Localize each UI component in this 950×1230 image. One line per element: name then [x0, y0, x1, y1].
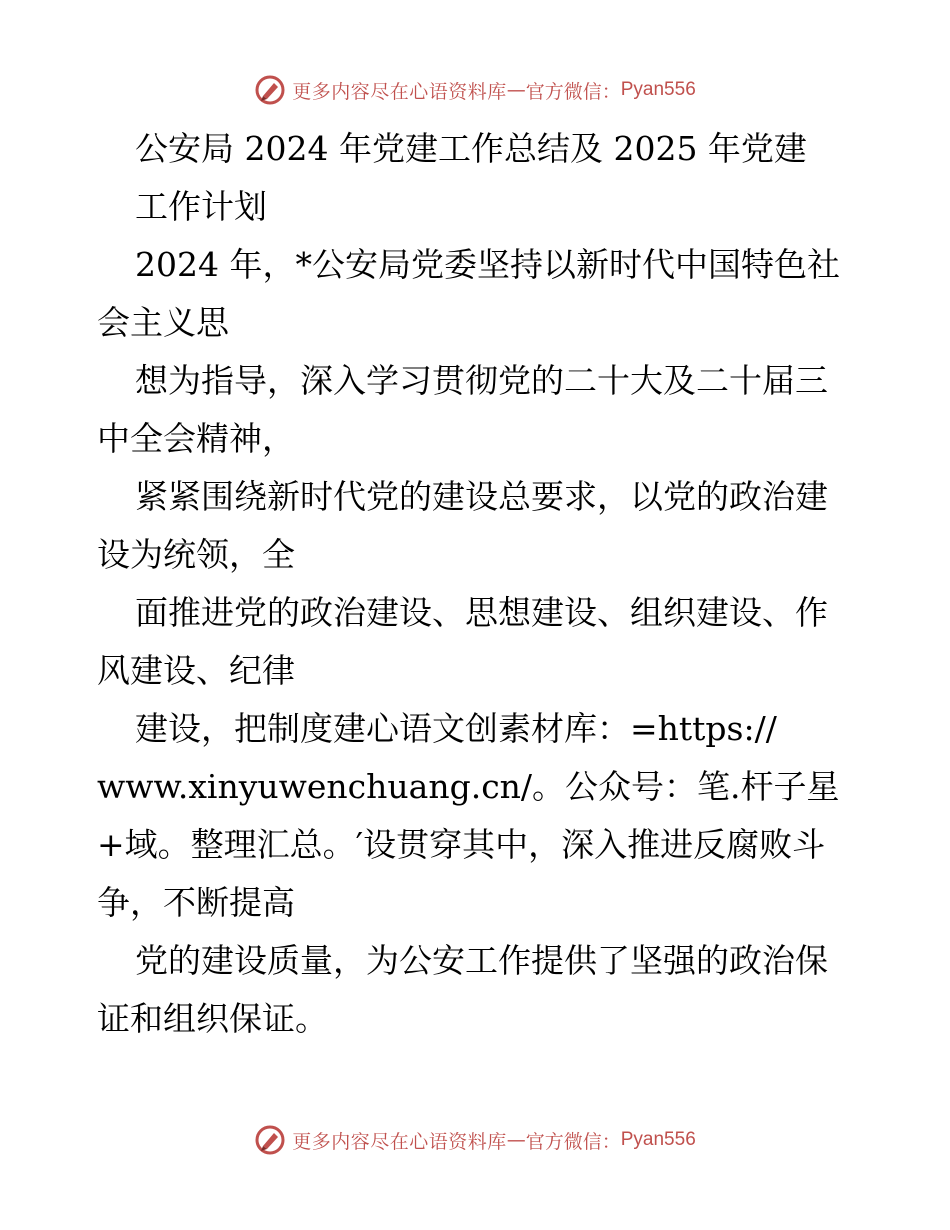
pen-logo-icon: [254, 1124, 286, 1156]
text-line: 紧紧围绕新时代党的建设总要求，以党的政治建: [135, 477, 828, 516]
text-line: 证和组织保证。: [97, 999, 328, 1038]
text-line: 建设，把制度建心语文创素材库：=https://: [135, 709, 777, 748]
pen-logo-icon: [254, 74, 286, 106]
text-line: 面推进党的政治建设、思想建设、组织建设、作: [135, 593, 828, 632]
text-line: 想为指导，深入学习贯彻党的二十大及二十届三: [135, 361, 828, 400]
document-body: [97, 120, 857, 1048]
text-line: 争，不断提高: [97, 883, 295, 922]
banner-separator: —: [506, 1129, 526, 1151]
banner-site-text: 更多内容尽在心语资料库: [292, 80, 507, 103]
banner-wechat-id: Pyan556: [620, 1129, 696, 1150]
footer-banner: [0, 1120, 950, 1160]
text-line: 中全会精神，: [97, 419, 295, 458]
text-line: 会主义思: [97, 303, 229, 342]
text-line: 公安局 2024 年党建工作总结及 2025 年党建: [135, 129, 807, 168]
text-line: www.xinyuwenchuang.cn/。公众号：笔.杆子星: [97, 767, 840, 806]
banner-wechat-id: Pyan556: [620, 79, 696, 100]
text-line: 风建设、纪律: [97, 651, 295, 690]
banner-separator: —: [506, 79, 526, 101]
header-banner: [0, 70, 950, 110]
text-line: 工作计划: [135, 187, 267, 226]
banner-site-text: 更多内容尽在心语资料库: [292, 1130, 507, 1153]
banner-wechat-label: 官方微信：: [525, 80, 621, 103]
banner-wechat-label: 官方微信：: [525, 1130, 621, 1153]
text-line: +域。整理汇总。′设贯穿其中，深入推进反腐败斗: [97, 825, 826, 864]
text-line: 党的建设质量，为公安工作提供了坚强的政治保: [135, 941, 828, 980]
text-line: 2024 年，*公安局党委坚持以新时代中国特色社: [135, 245, 840, 284]
text-line: 设为统领，全: [97, 535, 295, 574]
